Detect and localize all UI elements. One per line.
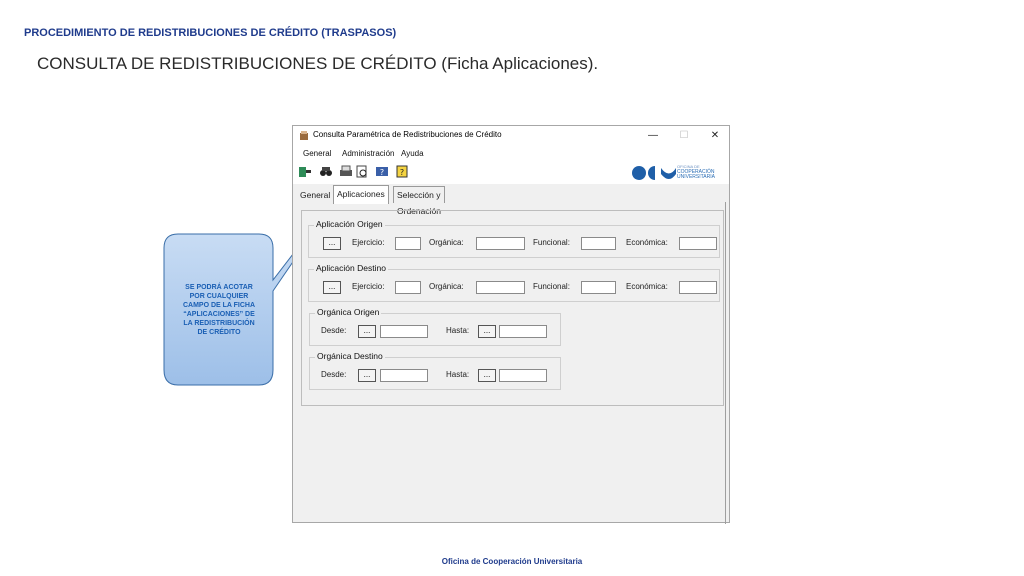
callout-line: LA REDISTRIBUCIÓN xyxy=(183,320,255,327)
logo-line: COOPERACIÓN xyxy=(677,168,715,175)
callout-line: DE CRÉDITO xyxy=(197,329,241,336)
ejercicio-field[interactable] xyxy=(395,281,421,294)
label-hasta: Hasta: xyxy=(446,370,470,379)
label-desde: Desde: xyxy=(321,326,347,335)
svg-text:?: ? xyxy=(399,168,405,177)
logo-text xyxy=(677,164,715,181)
label-ejercicio: Ejercicio: xyxy=(352,238,385,247)
slide-header: PROCEDIMIENTO DE REDISTRIBUCIONES DE CRÉDITO (TRASPASOS) xyxy=(24,27,397,39)
menu-general[interactable]: General xyxy=(303,149,332,158)
tab-panel-aplicaciones xyxy=(301,210,724,406)
tab-seleccion-ordenacion[interactable]: Selección y Ordenación xyxy=(393,186,445,203)
tab-aplicaciones[interactable]: Aplicaciones xyxy=(333,185,389,204)
slide-footer: Oficina de Cooperación Universitaria xyxy=(441,557,583,566)
app-icon xyxy=(299,130,310,141)
callout-line: “APLICACIONES” DE xyxy=(183,311,255,318)
group-title: Aplicación Destino xyxy=(316,263,386,273)
print-icon[interactable] xyxy=(339,165,353,178)
group-organica-origen xyxy=(309,307,561,346)
organica-field[interactable] xyxy=(476,281,525,294)
group-title: Orgánica Destino xyxy=(317,351,383,361)
logo-line: OFICINA DE xyxy=(677,164,700,169)
label-funcional: Funcional: xyxy=(533,238,570,247)
exit-icon[interactable] xyxy=(298,165,312,178)
label-ejercicio: Ejercicio: xyxy=(352,282,385,291)
callout-line: SE PODRÁ ACOTAR xyxy=(185,284,253,291)
label-organica: Orgánica: xyxy=(429,238,464,247)
label-economica: Económica: xyxy=(626,238,668,247)
economica-field[interactable] xyxy=(679,281,717,294)
economica-field[interactable] xyxy=(679,237,717,250)
desde-lookup-button[interactable]: ... xyxy=(358,325,376,338)
label-organica: Orgánica: xyxy=(429,282,464,291)
label-funcional: Funcional: xyxy=(533,282,570,291)
label-hasta: Hasta: xyxy=(446,326,470,335)
title-bar[interactable] xyxy=(293,126,729,146)
desde-lookup-button[interactable]: ... xyxy=(358,369,376,382)
window-border xyxy=(725,202,729,524)
group-aplicacion-origen xyxy=(308,219,720,258)
query-icon[interactable] xyxy=(375,165,389,178)
slide-title: CONSULTA DE REDISTRIBUCIONES DE CRÉDITO (Ficha Aplicaciones). xyxy=(37,54,599,73)
funcional-field[interactable] xyxy=(581,237,616,250)
funcional-field[interactable] xyxy=(581,281,616,294)
hasta-lookup-button[interactable]: ... xyxy=(478,325,496,338)
hasta-field[interactable] xyxy=(499,325,547,338)
ejercicio-field[interactable] xyxy=(395,237,421,250)
lookup-button[interactable]: ... xyxy=(323,237,341,250)
svg-text:?: ? xyxy=(379,168,385,177)
lookup-button[interactable]: ... xyxy=(323,281,341,294)
callout-line: POR CUALQUIER xyxy=(189,293,249,300)
desde-field[interactable] xyxy=(380,369,428,382)
callout-text xyxy=(174,283,264,337)
label-desde: Desde: xyxy=(321,370,347,379)
hasta-lookup-button[interactable]: ... xyxy=(478,369,496,382)
logo-line: UNIVERSITARIA xyxy=(677,174,715,180)
oficina-logo xyxy=(631,164,727,182)
group-title: Aplicación Origen xyxy=(316,219,383,229)
help-icon[interactable] xyxy=(395,165,409,178)
window-title: Consulta Paramétrica de Redistribuciones de Crédito xyxy=(313,130,502,139)
toolbar xyxy=(293,162,729,184)
menu-bar xyxy=(293,146,729,162)
binoculars-icon[interactable] xyxy=(319,165,333,178)
callout-line: CAMPO DE LA FICHA xyxy=(182,302,256,309)
tab-general[interactable]: General xyxy=(300,190,331,200)
preview-icon[interactable] xyxy=(355,165,369,178)
group-aplicacion-destino xyxy=(308,263,720,302)
app-window xyxy=(292,125,730,523)
label-economica: Económica: xyxy=(626,282,668,291)
group-title: Orgánica Origen xyxy=(317,307,380,317)
minimize-button[interactable]: — xyxy=(648,130,658,141)
close-button[interactable]: ✕ xyxy=(710,130,720,141)
organica-field[interactable] xyxy=(476,237,525,250)
hasta-field[interactable] xyxy=(499,369,547,382)
maximize-button[interactable]: ☐ xyxy=(679,130,689,141)
menu-ayuda[interactable]: Ayuda xyxy=(401,149,424,158)
group-organica-destino xyxy=(309,351,561,390)
menu-administracion[interactable]: Administración xyxy=(342,149,395,158)
desde-field[interactable] xyxy=(380,325,428,338)
